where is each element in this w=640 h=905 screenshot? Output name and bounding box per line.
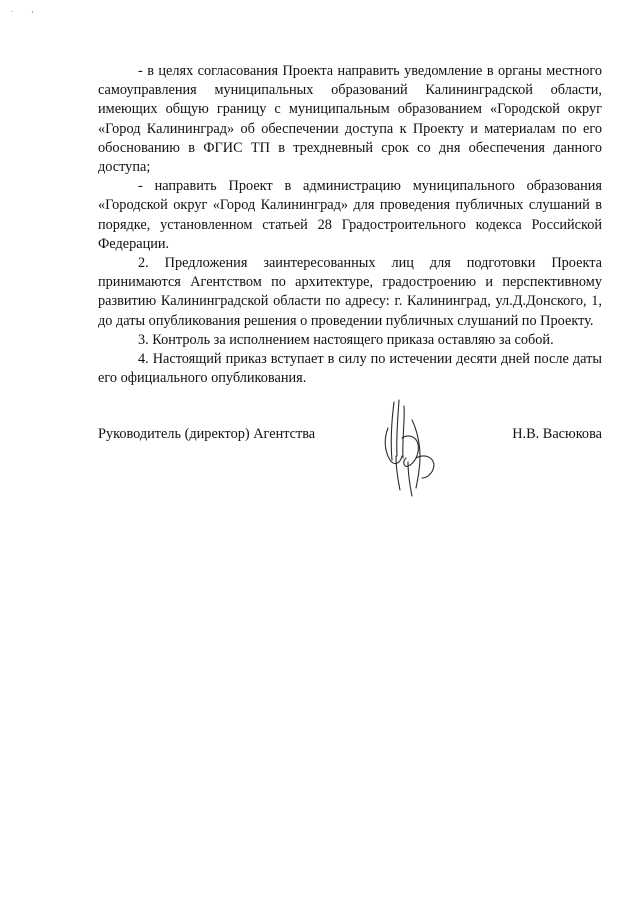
document-body <box>98 62 602 388</box>
paragraph-effective-date: 4. Настоящий приказ вступает в силу по истечении десяти дней после даты его официального опубликования. <box>98 351 602 387</box>
paragraph-proposals: 2. Предложения заинтересованных лиц для подготовки Проекта принимаются Агентством по архитектуре, градостроению и перспективному развитию Калининградской области по адресу: г. Калининград, ул.Д.Донского, 1, до даты опубликования решения о проведении публичных слушаний по Проекту. <box>98 255 602 329</box>
paragraph-control: 3. Контроль за исполнением настоящего приказа оставляю за собой. <box>138 331 554 348</box>
scan-marks: . , <box>10 6 41 14</box>
paragraph-notify-municipalities: - в целях согласования Проекта направить уведомление в органы местного самоуправления муниципальных образований Калининградской области, имеющих общую границу с муниципальным образованием «Городской округ «Город Калининград» об обеспечении доступа к Проекту и материалам по его обоснованию в ФГИС ТП в трехдневный срок со дня обеспечения данного доступа; <box>98 63 602 176</box>
paragraph-send-to-administration: - направить Проект в администрацию муниципального образования «Городской округ «Город Калининград» для проведения публичных слушаний в порядке, установленном статьей 28 Градостроительного кодекса Российской Федерации. <box>98 178 602 252</box>
signatory-name: Н.В. Васюкова <box>512 426 602 442</box>
signatory-position: Руководитель (директор) Агентства <box>98 426 316 442</box>
handwritten-signature-icon <box>372 398 444 498</box>
signature-block <box>98 425 602 447</box>
